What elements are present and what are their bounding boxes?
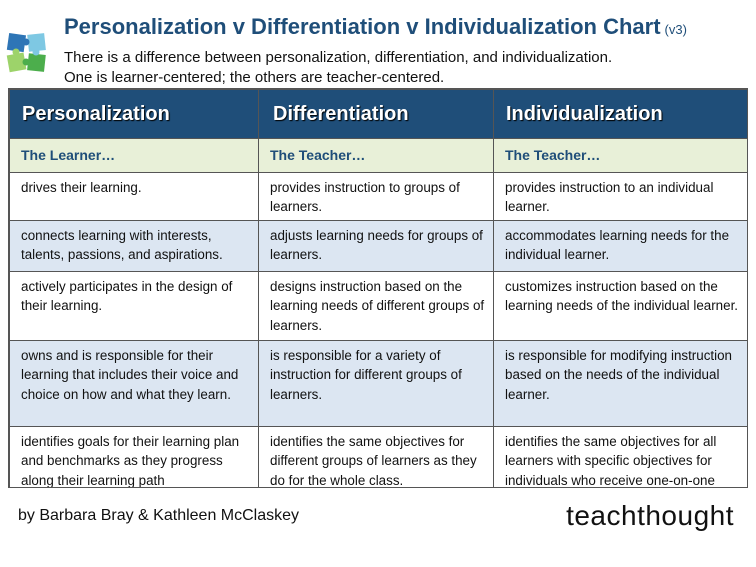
subject-cell: The Teacher… (494, 139, 749, 173)
table-row (10, 272, 749, 341)
table-cell: adjusts learning needs for groups of learners. (259, 221, 494, 272)
table-cell: customizes instruction based on the learning needs of the individual learner. (494, 272, 749, 341)
subject-cell: The Learner… (10, 139, 259, 173)
table-cell: actively participates in the design of their learning. (10, 272, 259, 341)
header-personalization: Personalization (10, 90, 259, 139)
version-label: (v3) (664, 22, 687, 37)
table-cell: provides instruction to groups of learners. (259, 173, 494, 221)
table-cell: identifies goals for their learning plan and benchmarks as they progress along their learning path (10, 427, 259, 489)
table-header-row (10, 90, 749, 139)
table-cell: designs instruction based on the learning needs of different groups of learners. (259, 272, 494, 341)
comparison-table (8, 88, 748, 488)
table-row (10, 221, 749, 272)
table-cell: connects learning with interests, talents, passions, and aspirations. (10, 221, 259, 272)
subject-row (10, 139, 749, 173)
table-cell: identifies the same objectives for all learners with specific objectives for individuals who receive one-on-one (494, 427, 749, 489)
table-cell: is responsible for a variety of instruction for different groups of learners. (259, 341, 494, 427)
brand-logo-text: teachthought (566, 500, 734, 531)
subject-cell: The Teacher… (259, 139, 494, 173)
table-row (10, 427, 749, 489)
table-cell: is responsible for modifying instruction based on the needs of the individual learner. (494, 341, 749, 427)
table-cell: owns and is responsible for their learning that includes their voice and choice on how and what they learn. (10, 341, 259, 427)
table-cell: drives their learning. (10, 173, 259, 221)
header-individualization: Individualization (494, 90, 749, 139)
subtitle-line-2: One is learner-centered; the others are teacher-centered. (64, 69, 445, 86)
table-cell: provides instruction to an individual learner. (494, 173, 749, 221)
puzzle-pieces-icon (4, 30, 50, 76)
table-row (10, 173, 749, 221)
page-title (64, 14, 687, 40)
subtitle-line-1: There is a difference between personalization, differentiation, and individualization. (64, 49, 613, 66)
header-differentiation: Differentiation (259, 90, 494, 139)
author-byline: by Barbara Bray & Kathleen McClaskey (18, 507, 300, 524)
title-text: Personalization v Differentiation v Individualization Chart (64, 14, 661, 39)
table-row (10, 341, 749, 427)
table-cell: identifies the same objectives for different groups of learners as they do for the whole class. (259, 427, 494, 489)
table-cell: accommodates learning needs for the individual learner. (494, 221, 749, 272)
